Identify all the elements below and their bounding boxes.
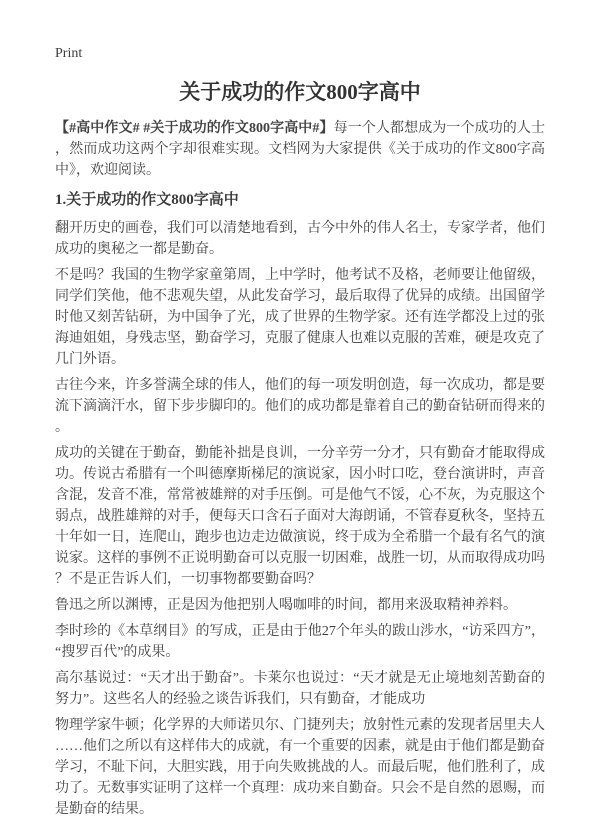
essay-paragraph: 古往今来，许多誉满全球的伟人，他们的每一项发明创造，每一次成功，都是要流下滴滴汗水，留下步步脚印的。他们的成功都是靠着自己的勤奋钻研而得来的。 bbox=[55, 378, 545, 435]
essay-paragraph: 不是吗？我国的生物学家童第周，上中学时，他考试不及格，老师要让他留级，同学们笑他，他不悲观失望，从此发奋学习，最后取得了优异的成绩。出国留学时他又刻苦钻研，为中国争了光，成了世界的生物学家。还有连学都没上过的张海迪姐姐，身残志坚，勤奋学习，克服了健康人也难以克服的苦难，硬是攻克了几门外语。 bbox=[55, 268, 545, 367]
essay-paragraph: 鲁迅之所以渊博，正是因为他把别人喝咖啡的时间，都用来汲取精神养料。 bbox=[55, 598, 517, 613]
essay-paragraph: 物理学家牛顿；化学界的大师诺贝尔、门捷列夫；放射性元素的发现者居里夫人……他们之所以有这样伟大的成就，有一个重要的因素，就是由于他们都是勤奋学习，不耻下问，大胆实践，用于向失败挑战的人。而最后呢，他们胜利了，成功了。无数事实证明了这样一个真理：成功来自勤奋。只会不是自然的恩赐，而是勤奋的结果。 bbox=[55, 718, 545, 817]
section-heading: 1.关于成功的作文800字高中 bbox=[55, 192, 239, 208]
essay-paragraph: 高尔基说过：“天才出于勤奋”。卡莱尔也说过：“天才就是无止境地刻苦勤奋的努力”。这些名人的经验之谈告诉我们，只有勤奋，才能成功 bbox=[55, 671, 545, 707]
essay-paragraph: 李时珍的《本草纲目》的写成，正是由于他27个年头的跋山涉水，“访采四方”，“搜罗百代”的成果。 bbox=[55, 624, 545, 660]
intro-paragraph bbox=[55, 118, 545, 181]
essay-paragraph: 翻开历史的画卷，我们可以清楚地看到，古今中外的伟人名士，专家学者，他们成功的奥秘之一都是勤奋。 bbox=[55, 221, 545, 257]
print-link[interactable]: Print bbox=[55, 46, 83, 61]
essay-body bbox=[55, 218, 545, 820]
page-title: 关于成功的作文800字高中 bbox=[179, 80, 421, 104]
essay-paragraph: 成功的关键在于勤奋，勤能补拙是良训，一分辛劳一分才，只有勤奋才能取得成功。传说古希腊有一个叫德摩斯梯尼的演说家，因小时口吃，登台演讲时，声音含混，发音不准，常常被雄辩的对手压倒。可是他气不馁，心不灰，为克服这个弱点，战胜雄辩的对手，便每天口含石子面对大海朗诵，不管春夏秋冬，坚持五十年如一日，连爬山，跑步也边走边做演说，终于成为全希腊一个最有名气的演说家。这样的事例不正说明勤奋可以克服一切困难，战胜一切，从而取得成功吗？不是正告诉人们，一切事物都要勤奋吗？ bbox=[55, 446, 545, 587]
intro-text: 每一个人都想成为一个成功的人士，然而成功这两个字却很难实现。文档网为大家提供《关于成功的作文800字高中》，欢迎阅读。 bbox=[55, 121, 546, 178]
intro-hashtags: 【#高中作文# #关于成功的作文800字高中#】 bbox=[55, 121, 334, 136]
